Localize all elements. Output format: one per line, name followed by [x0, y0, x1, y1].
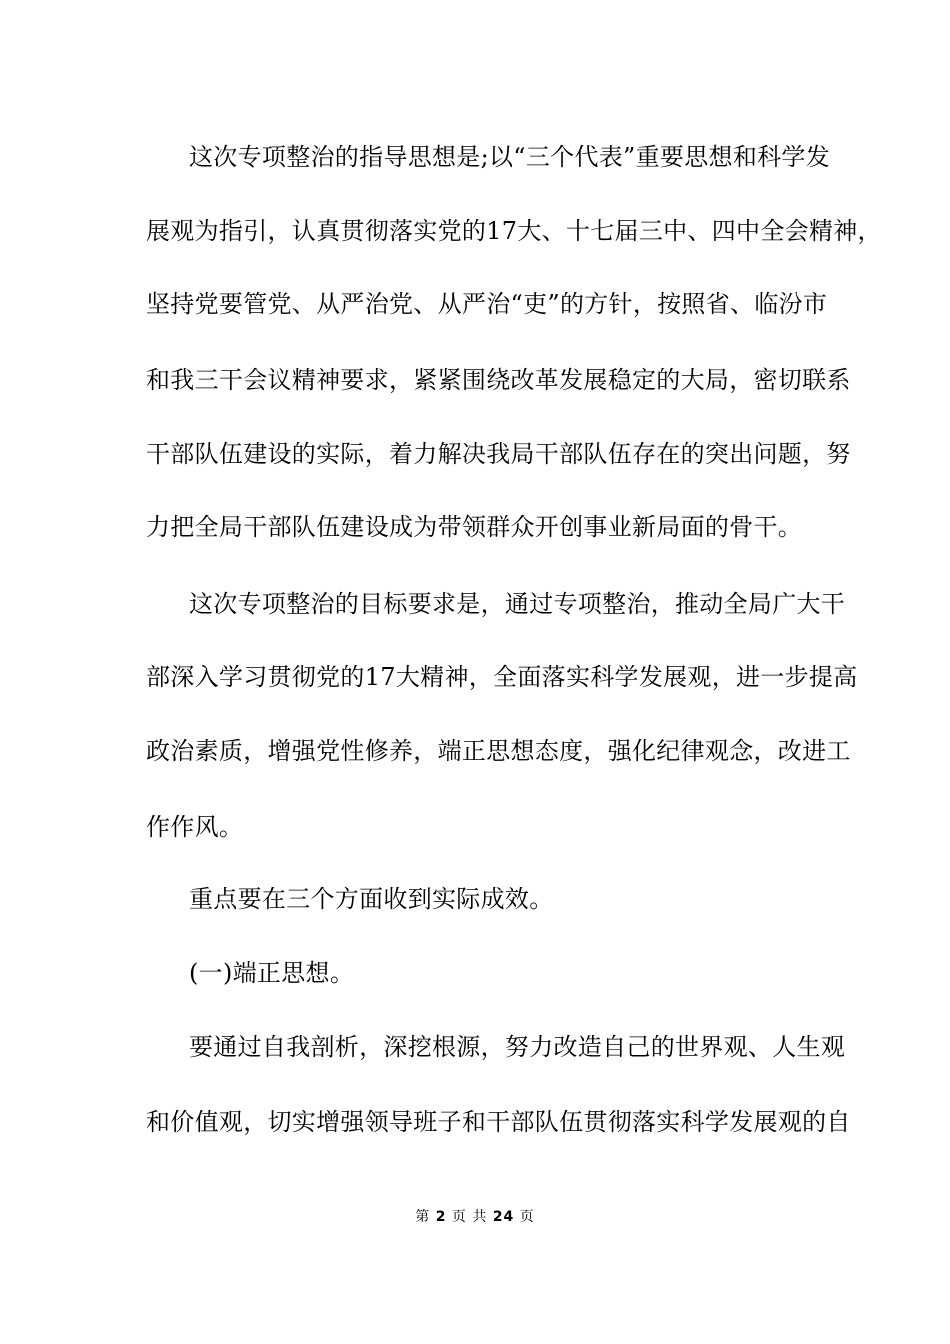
paragraph-line: 部深入学习贯彻党的17大精神，全面落实科学发展观，进一步提高 [146, 663, 858, 691]
paragraph-line: 干部队伍建设的实际，着力解决我局干部队伍存在的突出问题，努 [146, 440, 851, 468]
paragraph-line: 这次专项整治的指导思想是;以“三个代表”重要思想和科学发 [189, 143, 831, 171]
paragraph-line: 坚持党要管党、从严治党、从严治“吏”的方针，按照省、临汾市 [146, 290, 828, 318]
footer-suffix: 页 [519, 1209, 535, 1225]
paragraph-line: 作作风。 [146, 813, 244, 841]
paragraph-line: 要通过自我剖析，深挖根源，努力改造自己的世界观、人生观 [189, 1033, 846, 1061]
footer-page-number: 2 [435, 1209, 447, 1225]
paragraph-line: 力把全局干部队伍建设成为带领群众开创事业新局面的骨干。 [146, 513, 803, 541]
footer-total-pages: 24 [492, 1209, 515, 1225]
paragraph-line: 这次专项整治的目标要求是，通过专项整治，推动全局广大干 [189, 590, 846, 618]
paragraph-line: 政治素质，增强党性修养，端正思想态度，强化纪律观念，改进工 [146, 737, 851, 765]
footer-mid: 页 共 [451, 1209, 488, 1225]
paragraph-line: 展观为指引，认真贯彻落实党的17大、十七届三中、四中全会精神， [146, 217, 882, 245]
paragraph-line: 和我三干会议精神要求，紧紧围绕改革发展稳定的大局，密切联系 [146, 366, 851, 394]
section-heading: (一)端正思想。 [189, 959, 355, 987]
paragraph-line: 重点要在三个方面收到实际成效。 [189, 885, 554, 913]
footer-prefix: 第 [415, 1209, 431, 1225]
paragraph-line: 和价值观，切实增强领导班子和干部队伍贯彻落实科学发展观的自 [146, 1108, 851, 1136]
page-footer [0, 1208, 950, 1226]
